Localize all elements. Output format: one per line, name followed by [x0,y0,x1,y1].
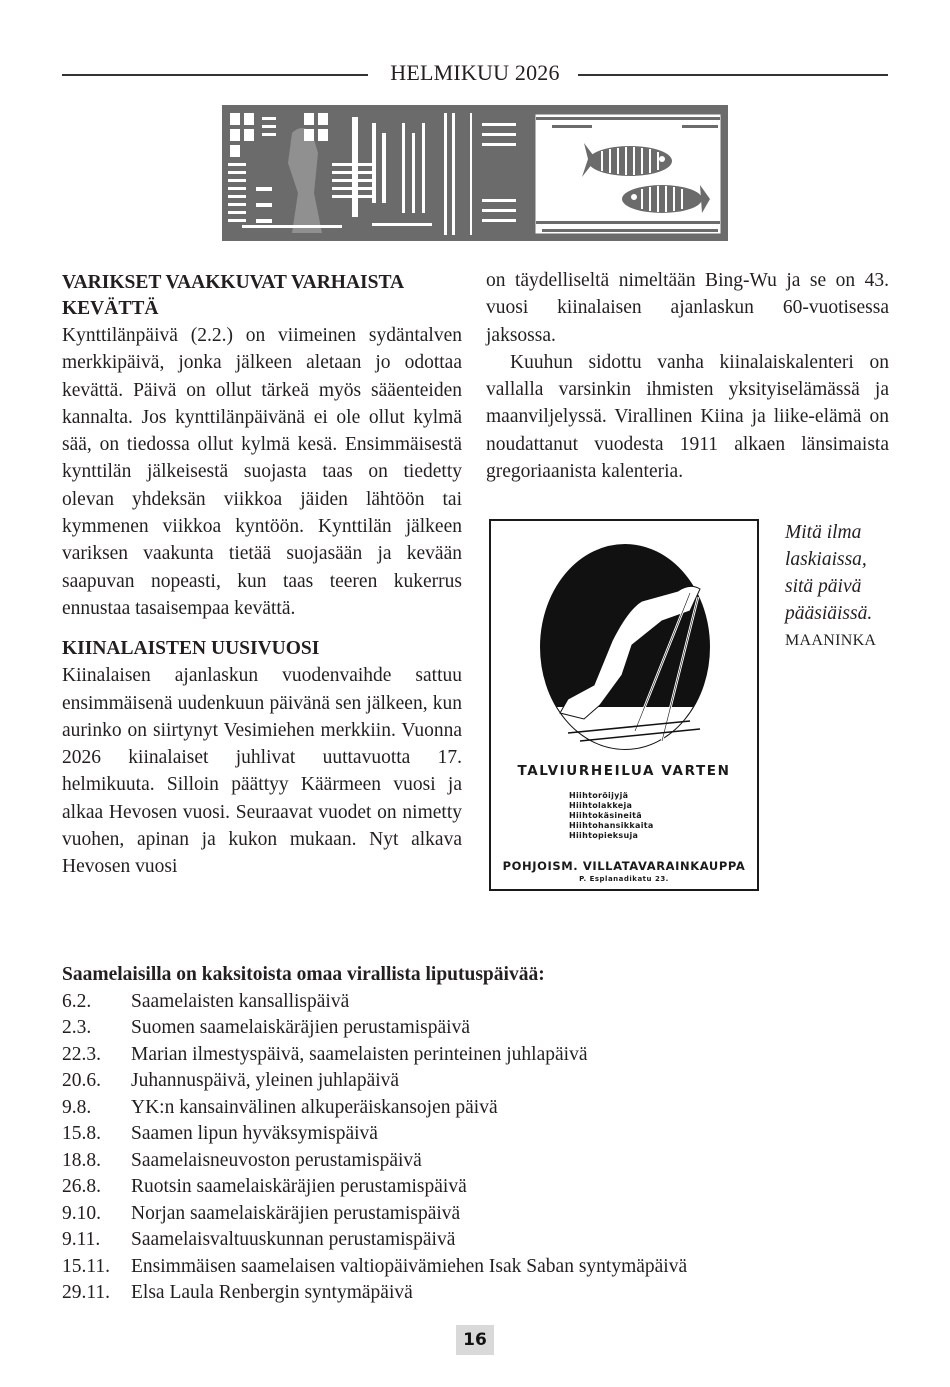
article-heading-crows: VARIKSET VAAKKUVAT VARHAISTA KEVÄTTÄ [62,272,404,319]
ad-title: TALVIURHEILUA VARTEN [517,763,731,779]
flag-day-date: 6.2. [62,990,92,1012]
left-column [62,270,462,881]
flag-day-date: 18.8. [62,1149,101,1171]
flag-day-row [62,1280,892,1307]
flag-day-date: 9.8. [62,1096,92,1118]
woodcut-illustration [222,103,728,243]
flag-day-row [62,1148,892,1175]
flag-day-row [62,1201,892,1228]
woodcut-fish-window-icon [222,103,728,243]
vintage-ski-advertisement [489,519,759,891]
flag-day-row [62,1042,892,1069]
flag-day-text: Saamen lipun hyväksymispäivä [131,1123,378,1144]
page-number: 16 [456,1325,494,1355]
proverb-sidebar [785,519,895,654]
ad-item: Hiihtopieksuja [569,831,639,840]
flag-day-text: YK:n kansainvälinen alkuperäiskansojen päivä [131,1096,498,1118]
flag-days-section [62,962,892,1307]
flag-day-text: Ruotsin saamelaiskäräjien perustamispäivä [131,1176,467,1197]
skier-illustration-icon [540,541,710,751]
ad-items-list [569,791,654,841]
right-column [486,267,889,485]
flag-day-text: Ensimmäisen saamelaisen valtiopäivämiehen Isak Saban syntymäpäivä [131,1255,688,1277]
proverb-line: pääsiäissä. [785,603,873,624]
flag-days-heading: Saamelaisilla on kaksitoista omaa virallista liputuspäivää: [62,964,545,985]
flag-day-text: Elsa Laula Renbergin syntymäpäivä [131,1282,413,1303]
flag-day-date: 15.11. [62,1255,111,1277]
flag-day-text: Marian ilmestyspäivä, saamelaisten perinteinen juhlapäivä [131,1043,588,1065]
flag-day-text: Saamelaisneuvoston perustamispäivä [131,1149,422,1171]
flag-day-text: Saamelaisten kansallispäivä [131,990,350,1012]
flag-day-date: 15.8. [62,1123,101,1144]
flag-day-row [62,1174,892,1201]
article-body-chinese-new-year-part1: Kiinalaisen ajanlaskun vuodenvaihde sattuu ensimmäisenä uudenkuun päivänä sen jälkeen, kun aurinko on siirtynyt Vesimiehen merkkiin. Vuonna 2026 kiinalaiset juhlivat uuttavuotta 17. helmikuuta. Silloin päättyy Käärmeen vuosi ja alkaa Hevosen vuosi. Seuraavat vuodet on nimetty vuohen, apinan ja kukon mukaan. Nyt alkava Hevosen vuosi [62,665,462,878]
flag-day-text: Juhannuspäivä, yleinen juhlapäivä [131,1070,400,1091]
article-body-chinese-new-year-part2: on täydelliseltä nimeltään Bing-Wu ja se on 43. vuosi kiinalaisen ajanlaskun 60-vuotisessa jaksossa. [486,270,889,346]
ad-item: Hiihtokäsineitä [569,811,643,820]
flag-day-row [62,1254,892,1281]
article-body-crows: Kynttilänpäivä (2.2.) on viimeinen sydäntalven merkkipäivä, jonka jälkeen aletaan jo odottaa kevättä. Päivä on ollut tärkeä myös sääenteiden kannalta. Jos kynttilänpäivänä ei ole ollut kylmä sää, on tiedossa ollut kylmä kesä. Ensimmäisestä kynttilän jälkeisestä suojasta taas on tiedetty olevan yhdeksän viikkoa jäiden lähtöön tai kymmenen viikkoa kyntöön. Kynttilän jälkeen variksen vaakunta tietää suojasään ja kevään saapuvan nopeasti, kun taas teeren kukerrus ennustaa tasaisempaa kevättä. [62,325,462,619]
proverb-line: Mitä ilma [785,522,862,543]
proverb-source: MAANINKA [785,632,877,649]
proverb-line: laskiaissa, [785,549,867,570]
flag-day-row [62,1227,892,1254]
article-heading-chinese-new-year: KIINALAISTEN UUSIVUOSI [62,638,320,660]
ad-item: Hiihtolakkeja [569,801,633,810]
flag-day-date: 2.3. [62,1017,92,1038]
flag-day-row [62,1015,892,1042]
flag-day-date: 22.3. [62,1043,101,1065]
page-title: HELMIKUU 2026 [390,60,560,85]
flag-day-date: 9.11. [62,1229,101,1250]
ad-shop-name: POHJOISM. VILLATAVARAINKAUPPA [502,859,746,873]
flag-day-text: Norjan saamelaiskäräjien perustamispäivä [131,1202,461,1224]
ad-address: P. Esplanadikatu 23. [579,875,669,883]
ad-item: Hiihtoröijyjä [569,791,629,800]
flag-day-date: 9.10. [62,1202,101,1224]
article-body-chinese-new-year-part3: Kuuhun sidottu vanha kiinalaiskalenteri on vallalla varsinkin ihmisten yksityiselämässä ja maanviljelyssä. Virallinen Kiina ja liike-elämä on noudattanut vuodesta 1911 alkaen länsimaista gregoriaanista kalenteria. [486,351,889,483]
flag-day-date: 20.6. [62,1070,101,1091]
flag-day-date: 29.11. [62,1282,111,1303]
flag-day-row [62,1121,892,1148]
flag-day-date: 26.8. [62,1176,101,1197]
flag-day-row [62,1068,892,1095]
page-header [62,60,888,90]
ad-item: Hiihtohansikkaita [569,821,654,830]
flag-day-text: Suomen saamelaiskäräjien perustamispäivä [131,1017,470,1038]
flag-day-row [62,1095,892,1122]
flag-day-text: Saamelaisvaltuuskunnan perustamispäivä [131,1229,456,1250]
proverb-line: sitä päivä [785,576,862,597]
header-rule-right [578,74,888,76]
flag-day-row [62,989,892,1016]
